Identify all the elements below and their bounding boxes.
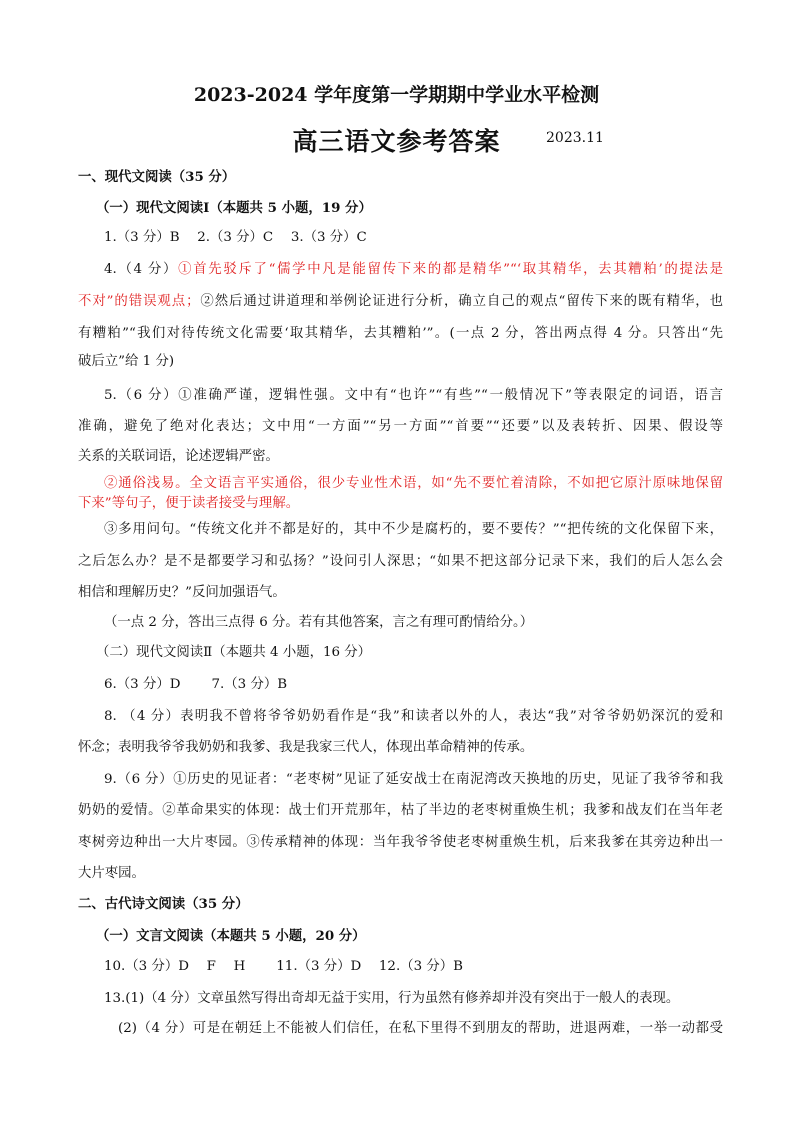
q13-part-1: 13.(1)（4 分）文章虽然写得出奇却无益于实用，行为虽然有修养却并没有突出于一般人的表现。 bbox=[104, 991, 680, 1006]
answers-q6-q7: 6.（3 分）D 7.（3 分）B bbox=[104, 677, 288, 692]
q4-line-1 bbox=[104, 261, 723, 279]
answers-q1-q3: 1.（3 分）B 2.（3 分）C 3.（3 分）C bbox=[104, 230, 367, 245]
q9-line-2: 奶奶的爱情。②革命果实的体现：战士们开荒那年，枯了半边的老枣树重焕生机；我爹和战友们在当年老 bbox=[78, 803, 723, 818]
subtitle-row bbox=[0, 122, 793, 158]
document-date: 2023.11 bbox=[546, 130, 604, 146]
q5-line-2: 准确，避免了绝对化表达；文中用“一方面”“另一方面”“首要”“还要”以及表转折、因果、假设等 bbox=[78, 419, 723, 434]
answers-q10-q12: 10.（3 分）D F H 11.（3 分）D 12.（3 分）B bbox=[104, 959, 463, 974]
part-1-heading: （一）现代文阅读Ⅰ（本题共 5 小题，19 分） bbox=[96, 200, 372, 216]
document-subtitle: 高三语文参考答案 bbox=[292, 127, 501, 156]
q4-line-4: 破后立”给 1 分) bbox=[78, 354, 175, 369]
q5-line-3: 关系的关联词语，论述逻辑严密。 bbox=[78, 449, 279, 464]
q4-black-text-2: ②然后通过讲道理和举例论证进行分析，确立自己的观点“留传下来的既有精华，也 bbox=[199, 294, 723, 309]
q4-line-3: 有糟粕”“我们对待传统文化需要‘取其精华，去其糟粕’”。(一点 2 分，答出两点得 4 分。只答出“先 bbox=[78, 326, 723, 341]
q4-prefix: 4.（4 分） bbox=[104, 262, 179, 277]
q8-line-2: 怀念；表明我爷爷我奶奶和我爹、我是我家三代人，体现出革命精神的传承。 bbox=[78, 740, 534, 755]
q9-line-1: 9.（6 分）①历史的见证者：“老枣树”见证了延安战士在南泥湾改天换地的历史，见证了我爷爷和我 bbox=[104, 772, 723, 787]
q4-line-2 bbox=[78, 293, 723, 311]
q4-red-text-2: 不对”的错误观点； bbox=[78, 294, 200, 309]
section-2-heading: 二、古代诗文阅读（35 分） bbox=[78, 896, 249, 912]
document-title: 2023-2024 学年度第一学期期中学业水平检测 bbox=[193, 84, 600, 106]
q8-line-1: 8. （4 分）表明我不曾将爷爷奶奶看作是“我”和读者以外的人，表达“我”对爷爷奶奶深沉的爱和 bbox=[104, 709, 723, 724]
q5-line-1: 5.（6 分）①准确严谨，逻辑性强。文中有“也许”“有些”“一般情况下”等表限定的词语，语言 bbox=[104, 388, 723, 403]
q5-scoring-note: （一点 2 分，答出三点得 6 分。若有其他答案，言之有理可酌情给分。） bbox=[104, 615, 534, 630]
q5-line-6: ③多用问句。“传统文化并不都是好的，其中不少是腐朽的，要不要传？”“把传统的文化保留下来， bbox=[104, 522, 723, 537]
q9-line-3: 枣树旁边种出一大片枣园。③传承精神的体现：当年我爷爷使老枣树重焕生机，后来我爹在其旁边种出一 bbox=[78, 835, 723, 850]
q5-red-line-2: 下来”等句子，便于读者接受与理解。 bbox=[78, 496, 300, 511]
q9-line-4: 大片枣园。 bbox=[78, 866, 145, 881]
part-2-heading: （二）现代文阅读Ⅱ（本题共 4 小题，16 分） bbox=[96, 645, 372, 660]
q13-part-2: (2)（4 分）可是在朝廷上不能被人们信任，在私下里得不到朋友的帮助，进退两难，一举一动都受 bbox=[118, 1021, 723, 1036]
q5-red-line-1: ②通俗浅易。全文语言平实通俗，很少专业性术语，如“先不要忙着清除，不如把它原汁原味地保留 bbox=[104, 476, 723, 491]
section-2-part-1-heading: （一）文言文阅读（本题共 5 小题，20 分） bbox=[96, 928, 366, 944]
q5-line-8: 相信和理解历史？”反问加强语气。 bbox=[78, 585, 286, 600]
q4-red-text-1: ①首先驳斥了“儒学中凡是能留传下来的都是精华”“‘取其精华，去其糟粕’的提法是 bbox=[178, 262, 723, 277]
q5-line-7: 之后怎么办？是不是都要学习和弘扬？”设问引人深思；“如果不把这部分记录下来，我们的后人怎么会 bbox=[78, 554, 723, 569]
section-1-heading: 一、现代文阅读（35 分） bbox=[78, 169, 236, 185]
